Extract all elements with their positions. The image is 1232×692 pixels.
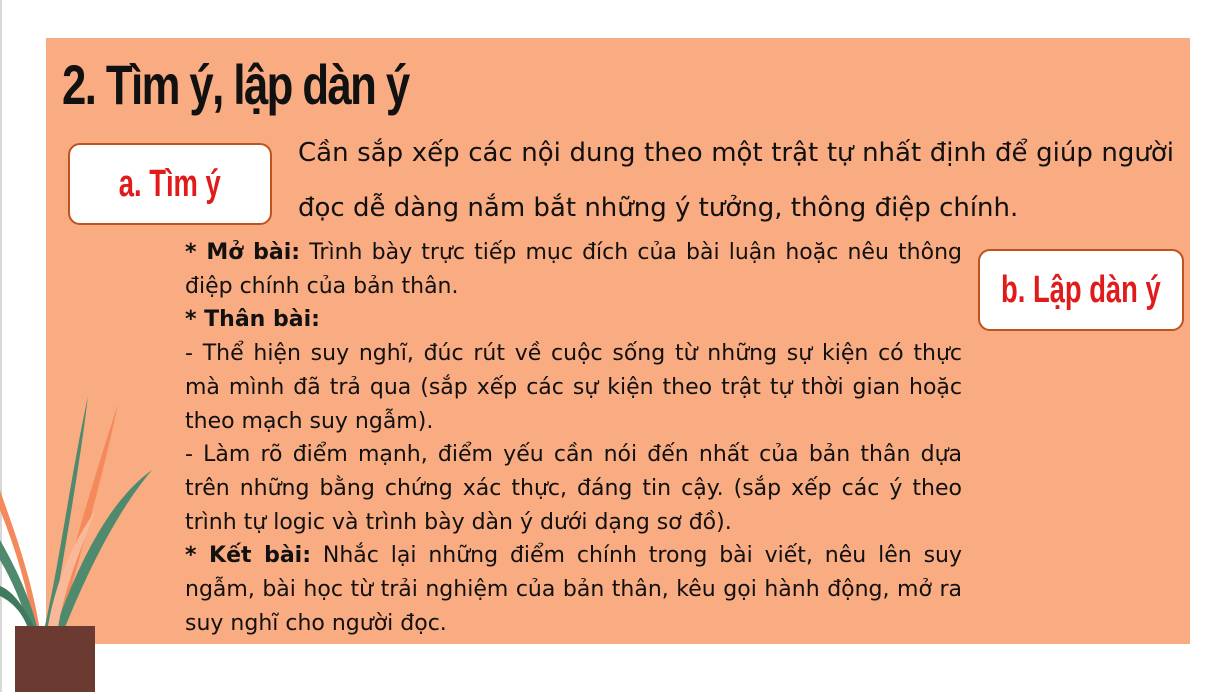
ket-bai-paragraph [185, 539, 962, 640]
potted-plant-icon [0, 390, 190, 692]
label-tim-y-text: a. Tìm ý [119, 162, 221, 205]
label-lap-dan-y [978, 249, 1184, 331]
than-bai-paragraph [185, 303, 962, 337]
ket-bai-text: Nhắc lại những điểm chính trong bài viết, nêu lên suy ngẫm, bài học từ trải nghiệm của bản thân, kêu gọi hành động, mở ra suy nghĩ cho người đọc. [185, 543, 962, 636]
than-bai-heading: * Thân bài: [185, 307, 320, 333]
than-bai-item-2: - Làm rõ điểm mạnh, điểm yếu cần nói đến nhất của bản thân dựa trên những bằng chứng xác thực, đáng tin cậy. (sắp xếp các ý theo trình tự logic và trình bày dàn ý dưới dạng sơ đồ). [185, 442, 962, 535]
intro-text: Cần sắp xếp các nội dung theo một trật tự nhất định để giúp người đọc dễ dàng nắm bắt những ý tưởng, thông điệp chính. [298, 138, 1174, 223]
mo-bai-paragraph [185, 236, 962, 303]
ket-bai-heading: * Kết bài: [185, 543, 312, 569]
mo-bai-heading: * Mở bài: [185, 240, 301, 265]
slide-title: 2. Tìm ý, lập dàn ý [62, 53, 409, 116]
label-tim-y [68, 143, 272, 225]
label-lap-dan-y-text: b. Lập dàn ý [1001, 268, 1161, 311]
mo-bai-text: Trình bày trực tiếp mục đích của bài luận hoặc nêu thông điệp chính của bản thân. [185, 240, 962, 299]
than-bai-item-1: - Thể hiện suy nghĩ, đúc rút về cuộc sống từ những sự kiện có thực mà mình đã trả qua (sắp xếp các sự kiện theo trật tự thời gian hoặc theo mạch suy ngẫm). [185, 341, 962, 434]
outline-body [185, 236, 962, 640]
plant-pot [15, 626, 95, 692]
